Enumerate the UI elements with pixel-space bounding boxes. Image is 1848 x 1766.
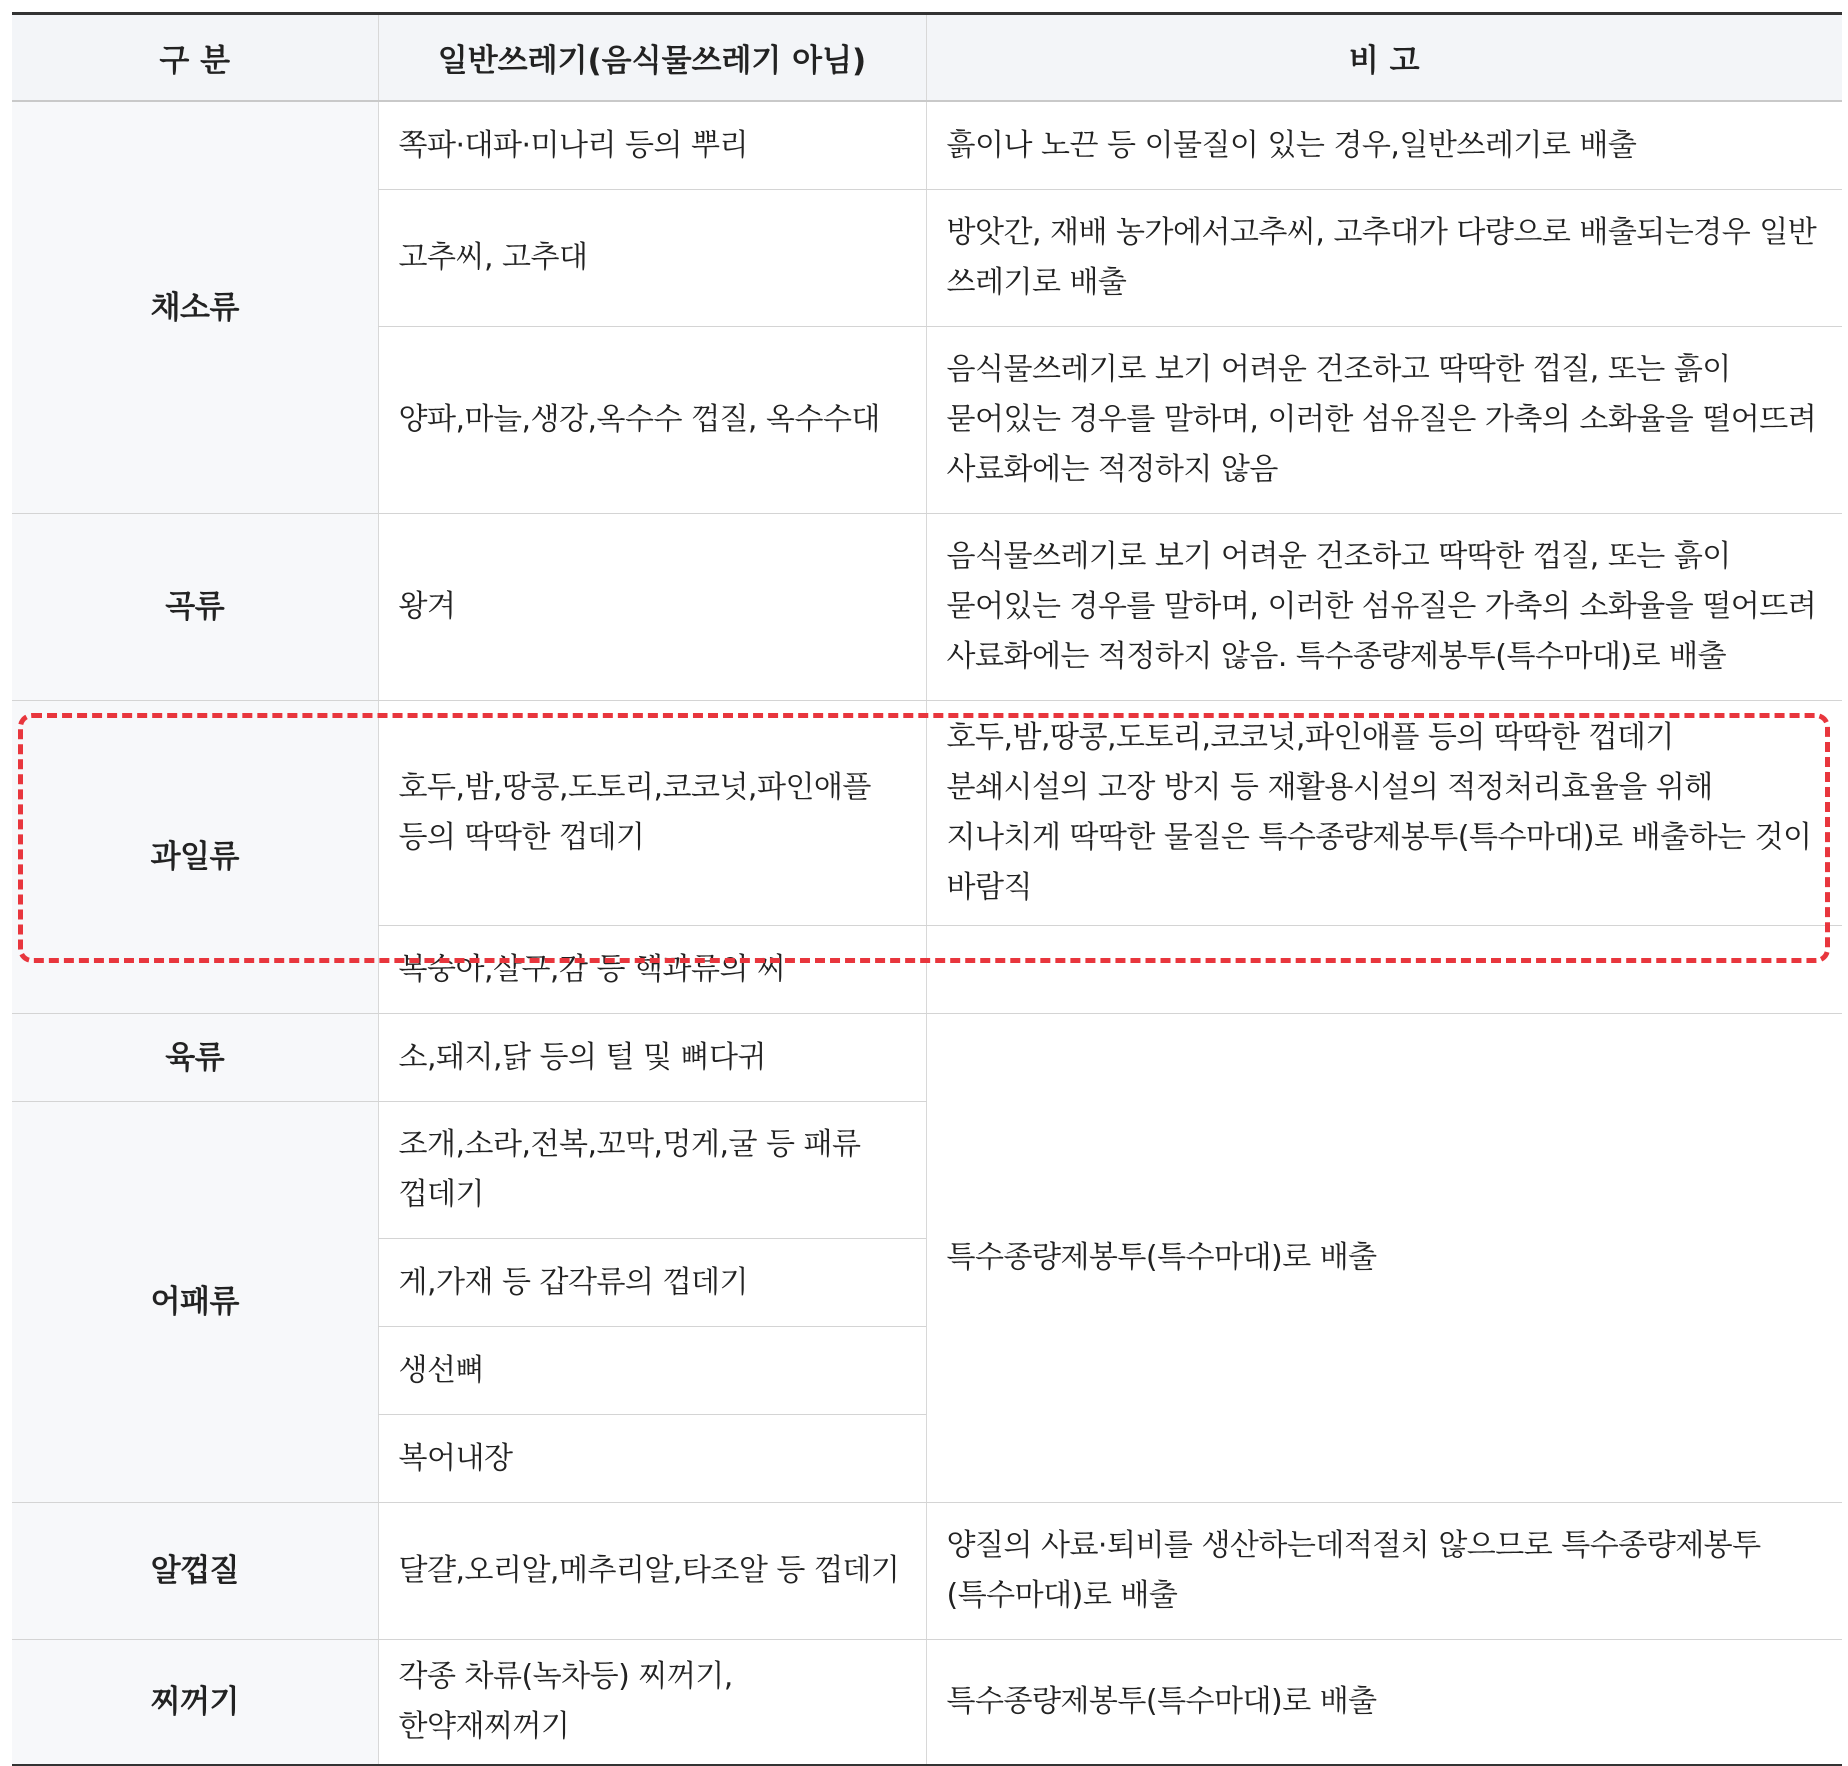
note-cell: [926, 926, 1842, 1014]
item-cell: 고추씨, 고추대: [378, 190, 926, 327]
note-cell: 특수종량제봉투(특수마대)로 배출: [926, 1640, 1842, 1766]
note-cell: 호두,밤,땅콩,도토리,코코넛,파인애플 등의 딱딱한 껍데기 분쇄시설의 고장 방지 등 재활용시설의 적정처리효율을 위해 지나치게 딱딱한 물질은 특수종량제봉투(특수마대)로 배출하는 것이 바람직: [926, 701, 1842, 926]
category-vegetables: 채소류: [12, 101, 378, 514]
header-remarks: 비 고: [926, 14, 1842, 102]
note-cell: 방앗간, 재배 농가에서고추씨, 고추대가 다량으로 배출되는경우 일반 쓰레기로 배출: [926, 190, 1842, 327]
note-cell-merged: 특수종량제봉투(특수마대)로 배출: [926, 1014, 1842, 1503]
item-cell: 쪽파·대파·미나리 등의 뿌리: [378, 101, 926, 190]
item-cell: 호두,밤,땅콩,도토리,코코넛,파인애플 등의 딱딱한 껍데기: [378, 701, 926, 926]
item-cell: 소,돼지,닭 등의 털 및 뼈다귀: [378, 1014, 926, 1102]
category-meat: 육류: [12, 1014, 378, 1102]
waste-classification-table: [12, 12, 1842, 1766]
item-cell: 달걀,오리알,메추리알,타조알 등 껍데기: [378, 1503, 926, 1640]
category-dregs: 찌꺼기: [12, 1640, 378, 1766]
item-cell: 왕겨: [378, 514, 926, 701]
table-row: [12, 1640, 1842, 1766]
table-row: [12, 101, 1842, 190]
header-general-waste: 일반쓰레기(음식물쓰레기 아님): [378, 14, 926, 102]
table-row: [12, 1014, 1842, 1102]
table-row: [12, 701, 1842, 926]
table-header-row: [12, 14, 1842, 102]
item-cell: 복어내장: [378, 1415, 926, 1503]
category-fruits: 과일류: [12, 701, 378, 1014]
category-seafood: 어패류: [12, 1102, 378, 1503]
item-cell: 생선뼈: [378, 1327, 926, 1415]
header-category: 구 분: [12, 14, 378, 102]
note-cell: 흙이나 노끈 등 이물질이 있는 경우,일반쓰레기로 배출: [926, 101, 1842, 190]
item-cell: 각종 차류(녹차등) 찌꺼기, 한약재찌꺼기: [378, 1640, 926, 1766]
note-cell: 음식물쓰레기로 보기 어려운 건조하고 딱딱한 껍질, 또는 흙이 묻어있는 경우를 말하며, 이러한 섬유질은 가축의 소화율을 떨어뜨려 사료화에는 적정하지 않음. 특수종량제봉투(특수마대)로 배출: [926, 514, 1842, 701]
category-grains: 곡류: [12, 514, 378, 701]
item-cell: 복숭아,살구,감 등 핵과류의 씨: [378, 926, 926, 1014]
category-eggshell: 알껍질: [12, 1503, 378, 1640]
waste-classification-table-wrap: [12, 12, 1842, 1766]
item-cell: 게,가재 등 갑각류의 껍데기: [378, 1239, 926, 1327]
table-row: [12, 514, 1842, 701]
item-cell: 조개,소라,전복,꼬막,멍게,굴 등 패류 껍데기: [378, 1102, 926, 1239]
item-cell: 양파,마늘,생강,옥수수 껍질, 옥수수대: [378, 327, 926, 514]
table-row: [12, 1503, 1842, 1640]
note-cell: 양질의 사료·퇴비를 생산하는데적절치 않으므로 특수종량제봉투(특수마대)로 배출: [926, 1503, 1842, 1640]
note-cell: 음식물쓰레기로 보기 어려운 건조하고 딱딱한 껍질, 또는 흙이 묻어있는 경우를 말하며, 이러한 섬유질은 가축의 소화율을 떨어뜨려 사료화에는 적정하지 않음: [926, 327, 1842, 514]
